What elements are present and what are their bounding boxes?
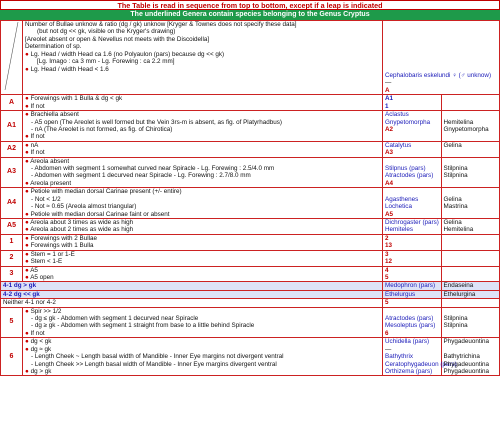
key-row: A1 ● Brachiella absent - A5 open (The Areolet is well formed but the Vein 3rs-m is absent, as fig. of Platyrhadbus) - nA (The Areolet is not formed, as fig. of Chirotica) ● If not Aclastus Gnypetomorpha A2 Hemitelina Gnypetomorpha [1,111,500,142]
row-id: A5 [1,219,23,235]
subtribe-cell [441,188,500,219]
couplet-text: - Abdomen with segment 1 somewhat curved near Spiracle - Lg. Forewing : 2.5/4.0 mm [31,165,275,173]
intro-line: [Areolet absent or open & Nevellus not meets with the Discoidella] [25,35,210,43]
couplet-text: Petiole with median dorsal Carinae present (+/- entire) [30,188,182,196]
couplet-text: dg ≈ gk [30,345,52,353]
result-link[interactable]: 13 [385,242,393,250]
key-row-alt [1,290,500,298]
row-id: A4 [1,188,23,219]
couplet-text: Areola absent [30,157,70,165]
couplet-text: - Not ≈ 0.65 (Areola almost triangular) [31,203,137,211]
result-link[interactable]: 3 [385,250,389,258]
couplet-text: - nA (The Areolet is not formed, as fig. of Chirotica) [31,125,173,133]
row-id: 3 [1,266,23,282]
intro-line: (but not dg << gk, visible on the Kryger's drawing) [37,28,176,36]
result-link[interactable]: Agasthenes [385,195,419,203]
subtribe-cell [441,250,500,266]
subtribe-cell [441,95,500,111]
row-id: A3 [1,157,23,188]
result-link[interactable]: Orthizema (pars) [385,368,433,376]
identification-key-table [0,20,500,376]
result-cell [383,95,442,111]
subtribe-name: Phygadeuontina [443,338,490,346]
subtribe-name: Ethelurgina [443,290,476,298]
intro-row [1,21,500,95]
row-id: A1 [1,111,23,142]
subtribe-name: Gnypetomorpha [443,125,489,133]
result-link[interactable]: Dichrogaster (pars) [385,219,439,226]
intro-id-cell [1,21,23,95]
subtribe-name: Gelina [443,141,462,149]
couplet-text: If not [30,102,45,110]
subtribe-cell [441,157,500,188]
result-link[interactable]: 4 [385,266,389,274]
result-link[interactable]: Gnypetomorpha [385,118,431,126]
subtribe-name: Stilpnina [443,315,468,323]
result-cell [383,157,442,188]
result-link[interactable]: 12 [385,258,393,266]
key-row: 3 ● A5 ● A5 open 4 5 [1,266,500,282]
subtribe-cell [441,338,500,376]
couplet-text: Areola about 2 times as wide as high [30,226,134,234]
couplet-text: - Abdomen with segment 1 decurved near Spiracle - Lg. Forewing : 2.7/8.0 mm [31,172,251,180]
result-link[interactable]: 6 [385,329,389,337]
result-link[interactable]: Medophron (pars) [385,282,436,290]
result-link[interactable]: Aclastus [385,111,409,119]
result-link[interactable]: A1 [385,95,394,103]
result-dash: — [385,345,392,353]
diagonal-slash-icon [4,21,19,91]
subtribe-cell [441,219,500,235]
key-row: 1 ● Forewings with 2 Bullae ● Forewings with 1 Bulla 2 13 [1,234,500,250]
result-link[interactable]: 1 [385,102,389,110]
couplet-text: Forewings with 1 Bulla [30,242,94,250]
key-row-alt [1,282,500,290]
couplet-text: 4-2 dg << gk [3,290,40,298]
result-link[interactable]: 5 [385,299,389,307]
couplet-text: nA [30,141,39,149]
result-link[interactable]: Bathythrix [385,353,413,361]
subtribe-name: Phygadeuontina [443,360,490,368]
couplet-text: A5 [30,266,38,274]
result-link[interactable]: Ethelurgus [385,290,416,298]
result-cell [383,188,442,219]
key-row: 2 ● Stem = 1 or 1-E ● Stem < 1-E 3 12 [1,250,500,266]
couplet-text: dg > gk [30,368,52,376]
result-cell [383,250,442,266]
couplet-text: Stem < 1-E [30,258,63,266]
result-cell [383,219,442,235]
couplet-text: Areola about 3 times as wide as high [30,219,134,226]
result-link[interactable]: 5 [385,273,389,281]
row-id: 5 [1,307,23,338]
subtribe-cell [441,111,500,142]
result-cell [383,266,442,282]
intro-text-cell: Number of Bullae unknow & ratio (dg / gk) unknow [Kryger & Townes does not specify these data] (but not dg << gk, visible on the Kryger's drawing) [Areolet absent or open & Nevellus not meets with the Discoidella] Determination of sp. ● Lg. Head / width Head ca 1.6 (no Polyaulon (pars) because dg << gk) [Lg. Imago : ca 3 mm - Lg. Forewing : ca 2.2 mm] ● Lg. Head / width Head < 1.6 [23,21,383,95]
couplet-text: Forewings with 1 Bulla & dg < gk [30,95,123,103]
result-link[interactable]: Mesoleptus (pars) [385,322,436,330]
intro-line: [Lg. Imago : ca 3 mm - Lg. Forewing : ca 2.2 mm] [37,58,175,66]
couplet-text: Neither 4-1 nor 4-2 [3,299,56,307]
row-id: 2 [1,250,23,266]
intro-result-cell [383,21,500,95]
couplet-text: 4-1 dg > gk [3,282,37,290]
row-id: 6 [1,338,23,376]
subtribe-name: Stilpnina [443,172,468,180]
result-link[interactable]: A5 [385,210,394,218]
intro-line: Number of Bullae unknow & ratio (dg / gk) unknow [Kryger & Townes does not specify these data] [25,21,297,28]
result-link[interactable]: A [385,86,390,94]
couplet-text: If not [30,149,45,157]
result-link[interactable]: Atractodes (pars) [385,172,434,180]
couplet-text: - Length Cheek >> Length basal width of Mandible - Inner Eye margins divergent ventral [31,360,277,368]
subtribe-name: Bathytrichina [443,353,480,361]
result-link[interactable]: Hemiteles [385,226,413,234]
result-link[interactable]: Ceratophygadeuon (pars) [385,360,457,368]
subtribe-name: Gelina [443,219,462,226]
couplet-text: If not [30,329,45,337]
result-dash: — [385,79,392,87]
result-link[interactable]: Catalytus [385,141,412,149]
table-subtitle: The underlined Genera contain species belonging to the Genus Cryptus [0,10,500,20]
result-link[interactable]: Lochetica [385,203,412,211]
key-row [1,299,500,307]
couplet-text: If not [30,133,45,141]
key-row: A3 ● Areola absent - Abdomen with segment 1 somewhat curved near Spiracle - Lg. Forewing : 2.5/4.0 mm - Abdomen with segment 1 decurved near Spiracle - Lg. Forewing : 2.7/8.0 mm ● Areola present Stilpnus (pars) Atractodes (pars) A4 Stilpnina Stilpnina [1,157,500,188]
subtribe-cell [441,307,500,338]
result-link[interactable]: Cephalobaris eskelundi ♀ (♂ unknow) [385,71,492,79]
subtribe-cell [441,234,500,250]
couplet-text: - dg ≥ gk - Abdomen with segment 1 straight from base to a little behind Spiracle [31,322,255,330]
key-row: A4 ● Petiole with median dorsal Carinae present (+/- entire) - Not < 1/2 - Not ≈ 0.65 (Areola almost triangular) ● Petiole with median dorsal Carinae faint or absent Agasthenes Lochetica A5 Gelina Mastrina [1,188,500,219]
subtribe-name: Mastrina [443,203,468,211]
couplet-text: Areola present [30,179,72,187]
subtribe-name: Phygadeuontina [443,368,490,376]
result-cell [383,307,442,338]
intro-line: Lg. Head / width Head < 1.6 [30,65,109,73]
result-link[interactable]: Stilpnus (pars) [385,165,426,173]
subtribe-cell [441,266,500,282]
result-link[interactable]: A2 [385,125,394,133]
couplet-text: Stem = 1 or 1-E [30,250,75,258]
couplet-text: - dg ≤ gk - Abdomen with segment 1 decurved near Spiracle [31,315,199,323]
couplet-text: - Length Cheek ~ Length basal width of Mandible - Inner Eye margins not divergent ventral [31,353,284,361]
subtribe-name: Stilpnina [443,322,468,330]
couplet-text: A5 open [30,273,54,281]
result-cell [383,141,442,157]
intro-line: Determination of sp. [25,43,82,51]
key-row: 5 ● Spir >> 1/2 - dg ≤ gk - Abdomen with segment 1 decurved near Spiracle - dg ≥ gk - Abdomen with segment 1 straight from base to a little behind Spiracle ● If not Atractodes (pars) Mesoleptus (pars) 6 Stilpnina Stilpnina [1,307,500,338]
row-id: A2 [1,141,23,157]
intro-line: Lg. Head / width Head ca 1.6 (no Polyaulon (pars) because dg << gk) [30,50,225,58]
subtribe-name: Stilpnina [443,165,468,173]
key-row: 6 ● dg < gk ● dg ≈ gk - Length Cheek ~ Length basal width of Mandible - Inner Eye margins not divergent ventral - Length Cheek >> Length basal width of Mandible - Inner Eye margins divergent ventral ● dg > gk Uchidella (pars) — Bathythrix Ceratophygadeuon (pars) Orthizema (pars) Phygadeuontina Bathytrichina Phygadeuontina Phygadeuontina [1,338,500,376]
key-row: A2 ● nA ● If not Catalytus A3 Gelina [1,141,500,157]
couplet-text: - Not < 1/2 [31,195,61,203]
row-id: A [1,95,23,111]
subtribe-name: Gelina [443,195,462,203]
couplet-text: Petiole with median dorsal Carinae faint or absent [30,210,170,218]
key-row: A5 ● Areola about 3 times as wide as high ● Areola about 2 times as wide as high Dichrogaster (pars) Hemiteles Gelina Hemitelina [1,219,500,235]
row-id: 1 [1,234,23,250]
subtribe-cell [441,141,500,157]
couplet-text: dg < gk [30,338,52,346]
result-link[interactable]: Uchidella (pars) [385,338,430,346]
key-row: A ● Forewings with 1 Bulla & dg < gk ● If not A1 1 [1,95,500,111]
result-link[interactable]: Atractodes (pars) [385,315,434,323]
result-link[interactable]: A3 [385,149,394,157]
table-title: The Table is read in sequence from top to bottom, except if a leap is indicated [0,0,500,10]
subtribe-name: Hemitelina [443,226,474,234]
subtribe-name: Endaseina [443,282,474,290]
result-cell [383,338,457,376]
subtribe-name: Hemitelina [443,118,474,126]
couplet-text: Forewings with 2 Bullae [30,234,98,242]
couplet-text: - A5 open (The Areolet is well formed but the Vein 3rs-m is absent, as fig. of Platyrhadbus) [31,118,282,126]
result-cell [383,111,442,142]
result-cell [383,234,442,250]
couplet-text: Brachiella absent [30,111,79,119]
result-link[interactable]: A4 [385,179,394,187]
couplet-text: Spir >> 1/2 [30,307,62,315]
result-link[interactable]: 2 [385,234,389,242]
